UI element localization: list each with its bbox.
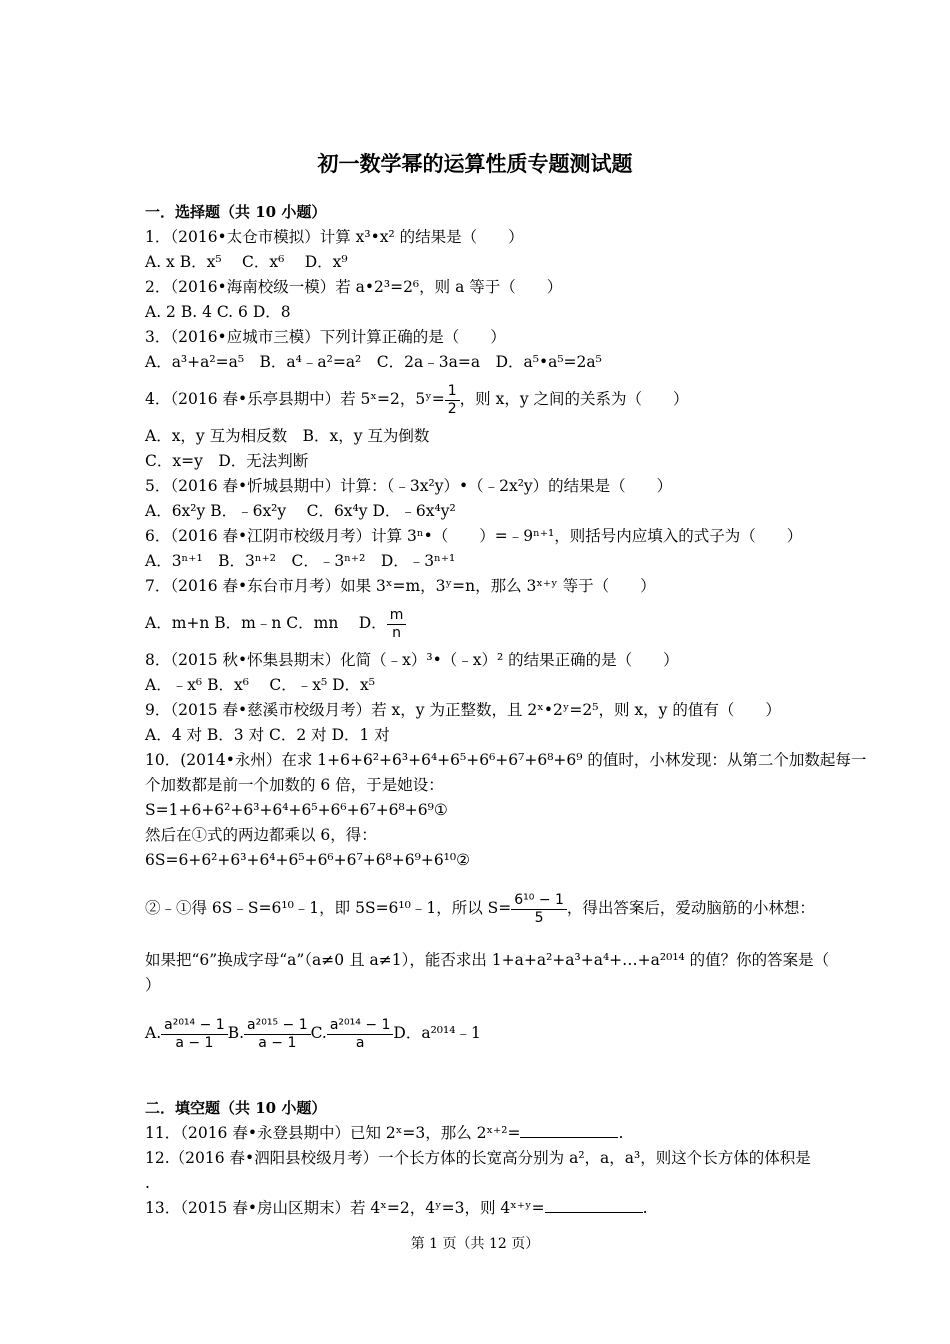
question-10-line-6-text: ②﹣①得 6S﹣S=6¹⁰﹣1，即 5S=6¹⁰﹣1，所以 S=: [145, 899, 512, 917]
question-9-options: A．4 对 B．3 对 C．2 对 D．1 对: [145, 726, 390, 744]
question-10-line-1: 10．(2014•永州）在求 1+6+6²+6³+6⁴+6⁵+6⁶+6⁷+6⁸+6⁹ 的值时，小林发现：从第二个加数起每一: [145, 751, 867, 769]
question-2-options: A. 2 B. 4 C. 6 D．8: [145, 303, 291, 321]
fraction-s-value: [511, 892, 567, 927]
section-heading-fill: 二．填空题（共 10 小题）: [145, 1099, 327, 1117]
question-11-period: .: [618, 1124, 624, 1142]
question-4-text: 4．（2016 春•乐亭县期中）若 5ˣ=2，5ʸ=: [145, 390, 445, 408]
question-11-text: 11．（2016 春•永登县期中）已知 2ˣ=3，那么 2ˣ⁺²=: [145, 1124, 521, 1142]
page-footer: 第 1 页（共 12 页）: [410, 1236, 540, 1252]
question-1-options: A. x B．x⁵ C．x⁶ D．x⁹: [145, 253, 348, 271]
question-10-line-3: S=1+6+6²+6³+6⁴+6⁵+6⁶+6⁷+6⁸+6⁹①: [145, 801, 448, 819]
fraction-option-b: [244, 1017, 311, 1052]
answer-blank[interactable]: [545, 1198, 643, 1213]
question-13: [145, 1198, 648, 1218]
fraction-numerator: 6¹⁰ − 1: [511, 892, 567, 910]
question-6-options: A．3ⁿ⁺¹ B．3ⁿ⁺² C．﹣3ⁿ⁺² D．﹣3ⁿ⁺¹: [145, 552, 456, 570]
question-10-line-4: 然后在①式的两边都乘以 6，得：: [145, 826, 377, 844]
fraction-option-a: [161, 1017, 228, 1052]
question-8: 8．（2015 秋•怀集县期末）化简（﹣x）³•（﹣x）² 的结果正确的是（ ）: [145, 651, 679, 669]
question-13-period: .: [642, 1199, 648, 1217]
fraction-denominator: a − 1: [258, 1034, 297, 1051]
fraction-denominator: a: [355, 1034, 365, 1051]
question-10-line-6: [145, 886, 815, 930]
page-title: 初一数学幂的运算性质专题测试题: [317, 151, 633, 176]
question-7: 7．（2016 春•东台市月考）如果 3ˣ=m，3ʸ=n，那么 3ˣ⁺ʸ 等于（ ）: [145, 577, 656, 595]
question-1: 1．（2016•太仓市模拟）计算 x³•x² 的结果是（ ）: [145, 228, 524, 246]
question-5: 5．（2016 春•忻城县期中）计算：（﹣3x²y）•（﹣2x²y）的结果是（ ）: [145, 477, 673, 495]
fraction-denominator: n: [392, 624, 401, 641]
question-10-options: [145, 1010, 481, 1056]
question-6: 6．（2016 春•江阴市校级月考）计算 3ⁿ•（ ）=﹣9ⁿ⁺¹，则括号内应填入的式子为（ ）: [145, 527, 803, 545]
question-4: [145, 380, 689, 418]
question-10-line-6-end: ，得出答案后，爱动脑筋的小林想：: [566, 899, 815, 917]
fraction-denominator: 2: [447, 400, 457, 417]
question-11: [145, 1123, 623, 1143]
question-7-options: [145, 604, 406, 642]
option-b-label: B.: [227, 1024, 245, 1042]
question-8-options: A．﹣x⁶ B．x⁶ C．﹣x⁵ D．x⁵: [145, 676, 375, 694]
question-4-options-2: C．x=y D．无法判断: [145, 452, 309, 470]
question-5-options: A．6x²y B．﹣6x²y C．6x⁴y D．﹣6x⁴y²: [145, 502, 456, 520]
fraction-numerator: a²⁰¹⁴ − 1: [327, 1017, 394, 1035]
question-10-line-8: ）: [145, 976, 161, 994]
question-10-line-7: 如果把“6”换成字母“a”（a≠0 且 a≠1），能否求出 1+a+a²+a³+a⁴+…+a²⁰¹⁴ 的值？你的答案是（: [145, 951, 830, 969]
question-12: 12.（2016 春•泗阳县校级月考）一个长方体的长宽高分别为 a²，a，a³，则这个长方体的体积是: [145, 1149, 811, 1167]
question-9: 9．（2015 春•慈溪市校级月考）若 x，y 为正整数，且 2ˣ•2ʸ=2⁵，则 x，y 的值有（ ）: [145, 701, 781, 719]
fraction-numerator: a²⁰¹⁵ − 1: [244, 1017, 311, 1035]
fraction-option-c: [327, 1017, 394, 1052]
question-13-text: 13．（2015 春•房山区期末）若 4ˣ=2，4ʸ=3，则 4ˣ⁺ʸ=: [145, 1199, 545, 1217]
answer-blank[interactable]: [520, 1123, 618, 1138]
option-d-label: D．a²⁰¹⁴﹣1: [393, 1024, 481, 1042]
fraction-one-half: [445, 383, 460, 418]
fraction-m-over-n: [387, 607, 407, 642]
question-4-text-end: ，则 x，y 之间的关系为（ ）: [459, 390, 689, 408]
fraction-numerator: 1: [445, 383, 460, 401]
option-a-label: A.: [145, 1024, 162, 1042]
question-10-line-5: 6S=6+6²+6³+6⁴+6⁵+6⁶+6⁷+6⁸+6⁹+6¹⁰②: [145, 851, 471, 869]
question-7-options-text: A．m+n B．m﹣n C．mn D．: [145, 614, 387, 632]
question-3-options: A．a³+a²=a⁵ B．a⁴﹣a²=a² C．2a﹣3a=a D．a⁵•a⁵=2a⁵: [145, 353, 602, 371]
fraction-numerator: a²⁰¹⁴ − 1: [161, 1017, 228, 1035]
section-heading-choice: 一．选择题（共 10 小题）: [145, 203, 327, 221]
option-c-label: C.: [310, 1024, 327, 1042]
question-4-options-1: A．x，y 互为相反数 B．x，y 互为倒数: [145, 427, 430, 445]
question-3: 3．（2016•应城市三模）下列计算正确的是（ ）: [145, 328, 506, 346]
fraction-denominator: a − 1: [175, 1034, 214, 1051]
question-12-end: .: [145, 1174, 150, 1192]
fraction-denominator: 5: [534, 909, 544, 926]
fraction-numerator: m: [387, 607, 407, 625]
question-10-line-2: 个加数都是前一个加数的 6 倍，于是她设：: [145, 776, 444, 794]
question-2: 2．（2016•海南校级一模）若 a•2³=2⁶，则 a 等于（ ）: [145, 278, 563, 296]
